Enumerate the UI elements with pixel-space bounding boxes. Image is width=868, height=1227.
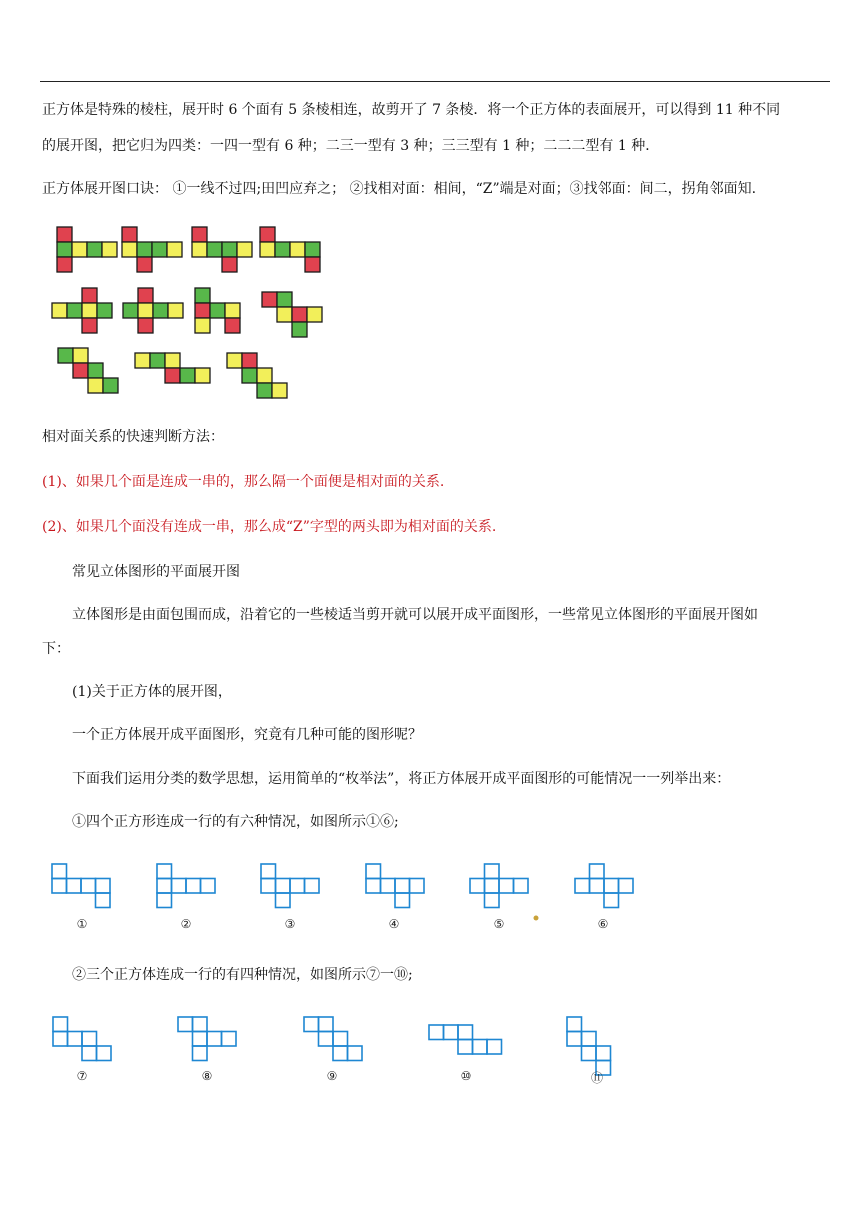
net-face [272,383,287,398]
net-face [225,318,240,333]
net-face [261,879,276,894]
net-face [237,242,252,257]
net-face [81,879,96,894]
net-face [167,242,182,257]
colored-cube-net [52,288,112,333]
net-face [165,368,180,383]
blue-cube-net [157,864,215,908]
rule-1: (1)、如果几个面是连成一串的，那么隔一个面便是相对面的关系. [42,474,445,490]
blue-cube-net [575,864,633,908]
net-face [87,242,102,257]
net-face [366,879,381,894]
net-face [487,1040,502,1055]
net-face [68,1032,83,1047]
net-face [122,242,137,257]
net-face [102,242,117,257]
net-face [186,879,201,894]
net-face [52,864,67,879]
net-face [307,307,322,322]
blue-cube-net [366,864,424,908]
net-face [444,1025,459,1040]
blue-nets-row-2 [0,1005,868,1095]
net-face [473,1040,488,1055]
net-face [260,227,275,242]
net-face [381,879,396,894]
blue-cube-net [304,1017,362,1061]
net-face [458,1025,473,1040]
blue-cube-net [429,1025,502,1054]
net-face [242,368,257,383]
sub-heading-1: (1)关于正方体的展开图， [72,684,232,700]
colored-cube-net [195,288,240,333]
net-face [52,303,67,318]
net-face [222,242,237,257]
net-face [180,368,195,383]
net-face [604,893,619,908]
net-face [485,879,500,894]
net-face [82,288,97,303]
net-face [305,879,320,894]
net-face [157,879,172,894]
net-face [207,1032,222,1047]
section-body-line-1: 立体图形是由面包围而成，沿着它的一些棱适当剪开就可以展开成平面图形，一些常见立体图形的平面展开图如 [72,607,758,623]
net-face [292,307,307,322]
net-face [319,1032,334,1047]
net-label: ⑤ [493,917,505,931]
judge-title: 相对面关系的快速判断方法： [42,429,224,445]
colored-cube-net [57,227,117,272]
net-face [195,303,210,318]
net-face [53,1017,68,1032]
net-face [150,353,165,368]
net-face [123,303,138,318]
net-face [195,368,210,383]
net-face [590,864,605,879]
net-face [257,368,272,383]
net-face [73,348,88,363]
blue-nets-row-1 [0,850,868,940]
net-face [193,1017,208,1032]
net-face [514,879,529,894]
net-face [290,879,305,894]
net-face [499,879,514,894]
net-face [138,303,153,318]
net-face [193,1032,208,1047]
net-face [58,348,73,363]
net-face [82,1046,97,1061]
net-face [260,242,275,257]
blue-cube-net [567,1017,611,1075]
net-face [137,242,152,257]
net-face [567,1032,582,1047]
intro-line-2: 的展开图，把它归为四类：一四一型有 6 种；二三一型有 3 种；三三型有 1 种；二二二型有 1 种． [42,138,660,154]
net-face [195,318,210,333]
net-face [348,1046,363,1061]
net-label: ⑩ [460,1069,472,1083]
net-face [261,864,276,879]
net-label: ① [76,917,88,931]
section-title: 常见立体图形的平面展开图 [72,564,240,580]
colored-cube-net [227,353,287,398]
net-face [395,879,410,894]
net-face [366,864,381,879]
net-face [333,1046,348,1061]
net-face [575,879,590,894]
net-face [172,879,187,894]
net-face [138,288,153,303]
colored-cube-net [262,292,322,337]
net-face [242,353,257,368]
net-label: ② [180,917,192,931]
net-face [67,879,82,894]
blue-cube-net [52,864,110,908]
net-face [192,242,207,257]
net-face [210,303,225,318]
net-face [305,257,320,272]
net-face [67,303,82,318]
net-face [207,242,222,257]
case-1-text: ①四个正方形连成一行的有六种情况，如图所示①⑥; [72,814,399,830]
net-face [82,1032,97,1047]
colored-cube-net [122,227,182,272]
net-face [257,383,272,398]
net-face [275,242,290,257]
net-face [292,322,307,337]
method: 下面我们运用分类的数学思想，运用简单的“枚举法”，将正方体展开成平面图形的可能情况一一列举出来： [72,771,731,787]
intro-line-1: 正方体是特殊的棱柱，展开时 6 个面有 5 条棱相连，故剪开了 7 条棱．将一个正方体的表面展开，可以得到 11 种不同 [42,102,781,118]
net-face [225,303,240,318]
net-label: ③ [284,917,296,931]
net-face [590,879,605,894]
net-face [276,893,291,908]
net-face [485,893,500,908]
net-face [276,879,291,894]
net-face [82,318,97,333]
rule-2: (2)、如果几个面没有连成一串，那么成“Z”字型的两头即为相对面的关系. [42,519,497,535]
net-face [88,363,103,378]
net-face [178,1017,193,1032]
net-face [304,1017,319,1032]
net-face [122,227,137,242]
net-face [195,288,210,303]
net-face [165,353,180,368]
colored-nets-figure [0,0,868,420]
net-face [72,242,87,257]
net-face [153,303,168,318]
question: 一个正方体展开成平面图形，究竟有几种可能的图形呢？ [72,727,422,743]
colored-cube-net [192,227,252,272]
colored-cube-net [123,288,183,333]
blue-cube-net [261,864,319,908]
net-face [227,353,242,368]
blue-cube-net [178,1017,236,1061]
net-face [135,353,150,368]
net-face [596,1046,611,1061]
net-face [485,864,500,879]
colored-cube-net [58,348,118,393]
colored-cube-net [260,227,320,272]
net-face [82,303,97,318]
net-face [567,1017,582,1032]
net-label: ⑥ [597,917,609,931]
case-2-text: ②三个正方体连成一行的有四种情况，如图所示⑦一⑩; [72,967,413,983]
net-face [410,879,425,894]
blue-cube-net [470,864,528,908]
net-face [582,1032,597,1047]
net-face [290,242,305,257]
net-face [96,893,111,908]
net-face [395,893,410,908]
net-face [57,227,72,242]
net-face [470,879,485,894]
net-face [137,257,152,272]
net-label: ⑧ [201,1069,213,1083]
net-face [157,893,172,908]
net-face [97,303,112,318]
net-face [201,879,216,894]
net-face [619,879,634,894]
scan-speck [534,916,539,921]
net-face [277,292,292,307]
net-face [222,1032,237,1047]
net-face [458,1040,473,1055]
net-face [604,879,619,894]
net-label: ⑨ [326,1069,338,1083]
net-face [88,378,103,393]
blue-cube-net [53,1017,111,1061]
net-face [73,363,88,378]
net-face [305,242,320,257]
net-face [333,1032,348,1047]
net-face [157,864,172,879]
net-face [262,292,277,307]
net-face [57,242,72,257]
net-face [319,1017,334,1032]
net-face [57,257,72,272]
section-body-line-2: 下： [42,641,70,657]
net-face [53,1032,68,1047]
net-face [168,303,183,318]
net-label: ⑪ [590,1071,604,1085]
net-face [582,1046,597,1061]
net-face [192,227,207,242]
mnemonic: 正方体展开图口诀： ①一线不过四;田凹应弃之； ②找相对面：相间，“Z”端是对面；③找邻面：间二，拐角邻面知. [42,181,757,197]
net-face [429,1025,444,1040]
net-label: ⑦ [76,1069,88,1083]
colored-cube-net [135,353,210,383]
net-face [152,242,167,257]
net-face [97,1046,112,1061]
net-face [138,318,153,333]
net-face [103,378,118,393]
net-face [222,257,237,272]
net-label: ④ [388,917,400,931]
net-face [52,879,67,894]
net-face [193,1046,208,1061]
net-face [277,307,292,322]
net-face [96,879,111,894]
